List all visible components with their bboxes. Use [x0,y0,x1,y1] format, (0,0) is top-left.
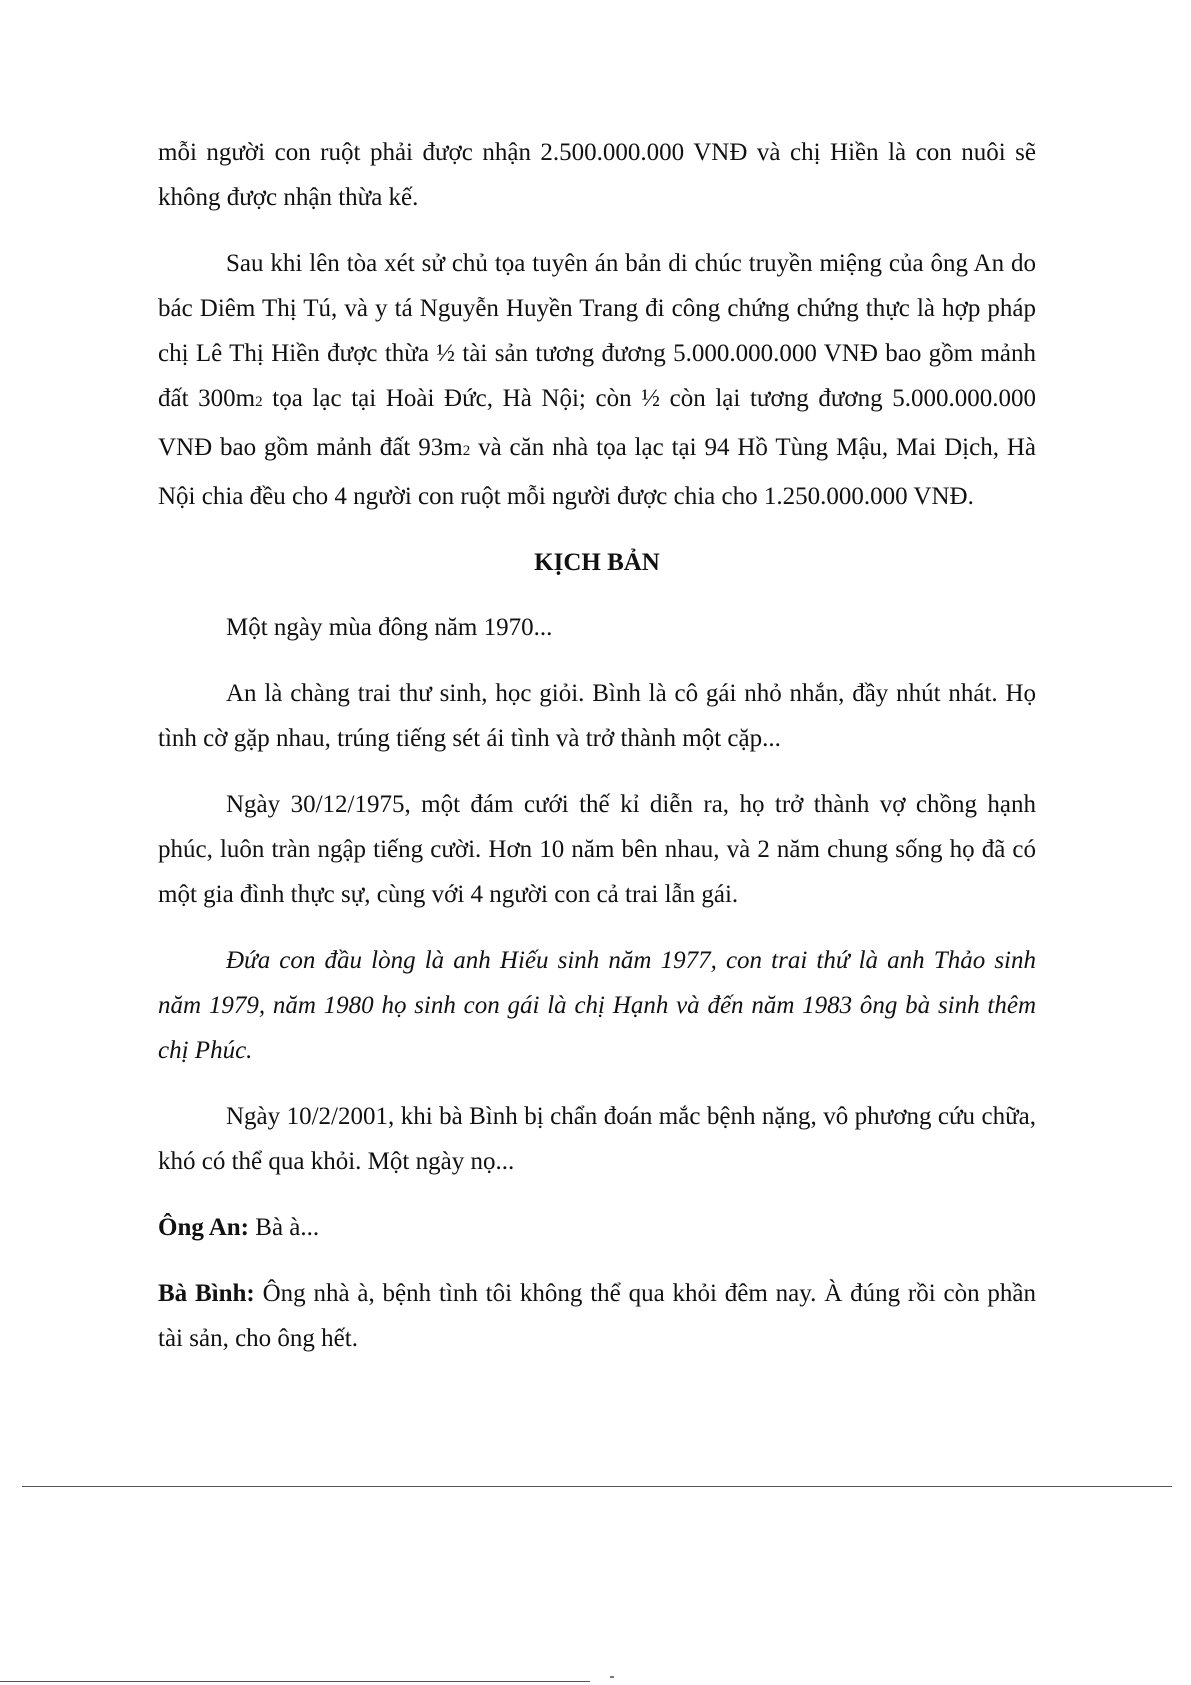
speaker-name: Ông An: [158,1214,250,1241]
speaker-name: Bà Bình: [158,1280,255,1307]
footer-rule [0,1681,590,1682]
verdict-text-part-2: tọa lạc tại Hoài Đức, Hà Nội; còn ½ còn lại tương đương 5.000.000.000 VNĐ bao gồm mảnh đất 93m [158,385,1036,461]
paragraph-children: Đứa con đầu lòng là anh Hiếu sinh năm 1977, con trai thứ là anh Thảo sinh năm 1979, năm 1980 họ sinh con gái là chị Hạnh và đến năm 1983 ông bà sinh thêm chị Phúc. [158,947,1036,1064]
dialogue-text: Ông nhà à, bệnh tình tôi không thể qua khỏi đêm nay. À đúng rồi còn phần tài sản, cho ông hết. [158,1280,1036,1352]
paragraph-meeting: An là chàng trai thư sinh, học giỏi. Bình là cô gái nhỏ nhắn, đầy nhút nhát. Họ tình cờ gặp nhau, trúng tiếng sét ái tình và trở thành một cặp... [158,680,1036,752]
verdict-text-part-3: và căn nhà tọa lạc tại 94 Hồ Tùng Mậu, Mai Dịch, Hà Nội chia đều cho 4 người con ruột mỗi người được chia cho 1.250.000.000 VNĐ. [158,434,1037,510]
dialogue-line [158,1205,1036,1250]
area-unit-superscript-2: 2 [462,443,471,459]
verdict-text-part-1: Sau khi lên tòa xét sử chủ tọa tuyên án bản di chúc truyền miệng của ông An do bác Diêm Thị Tú, và y tá Nguyễn Huyền Trang đi công chứng chứng thực là hợp pháp chị Lê Thị Hiền được thừa ½ tài sản tương đương 5.000.000.000 VNĐ bao gồm mảnh đất 300m [158,250,1036,412]
area-unit-superscript-1: 2 [255,394,263,410]
script-heading: KỊCH BẢN [534,549,660,576]
paragraph-opening: Một ngày mùa đông năm 1970... [226,614,553,641]
dialogue-text: Bà à... [249,1214,320,1241]
footer-mark [610,1676,614,1678]
paragraph-inheritance-claim: mỗi người con ruột phải được nhận 2.500.000.000 VNĐ và chị Hiền là con nuôi sẽ không được nhận thừa kế. [158,139,1036,211]
dialogue-line [158,1271,1036,1361]
paragraph-illness: Ngày 10/2/2001, khi bà Bình bị chẩn đoán mắc bệnh nặng, vô phương cứu chữa, khó có thể qua khỏi. Một ngày nọ... [158,1103,1036,1175]
paragraph-court-verdict [158,241,1036,519]
paragraph-wedding: Ngày 30/12/1975, một đám cưới thế kỉ diễn ra, họ trở thành vợ chồng hạnh phúc, luôn tràn ngập tiếng cười. Hơn 10 năm bên nhau, và 2 năm chung sống họ đã có một gia đình thực sự, cùng với 4 người con cả trai lẫn gái. [158,791,1036,908]
page-separator-rule [22,1486,1172,1487]
document-body [158,130,1036,1382]
